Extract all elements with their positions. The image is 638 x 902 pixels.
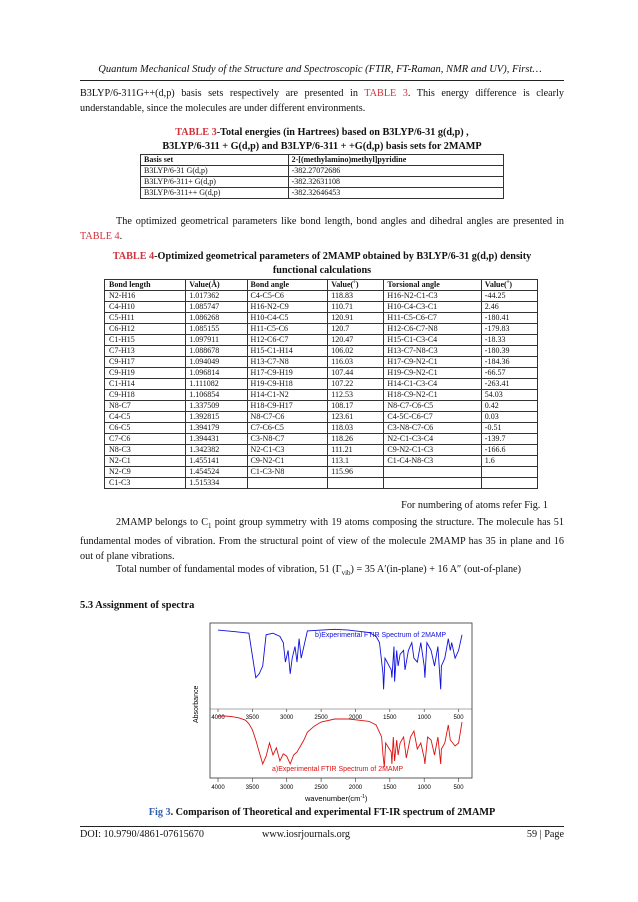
- table-cell: C3-N8-C7-C6: [384, 423, 481, 434]
- table-cell: 1.088678: [186, 346, 247, 357]
- table-cell: H12-C6-C7-N8: [384, 324, 481, 335]
- table-cell: H16-N2-C9: [247, 302, 328, 313]
- table-cell: C9-N2-C1-C3: [384, 445, 481, 456]
- table-cell: 1.342382: [186, 445, 247, 456]
- table-cell: H15-C1-C3-C4: [384, 335, 481, 346]
- table-row: [105, 445, 538, 456]
- table-row: [105, 390, 538, 401]
- table-row: [105, 478, 538, 489]
- table-cell: C6-C5: [105, 423, 186, 434]
- table-cell: [481, 478, 537, 489]
- table-cell: 115.96: [328, 467, 384, 478]
- x-tick-bottom-label: 1500: [383, 785, 397, 791]
- x-tick-middle-label: 2500: [314, 715, 328, 721]
- table-cell: C4-5C-C6-C7: [384, 412, 481, 423]
- table-cell: -180.41: [481, 313, 537, 324]
- x-tick-bottom-label: 1000: [417, 785, 431, 791]
- table-cell: -139.7: [481, 434, 537, 445]
- x-tick-middle-label: 2000: [348, 715, 363, 721]
- table-row: [105, 346, 538, 357]
- table-cell: 108.17: [328, 401, 384, 412]
- table-cell: 0.03: [481, 412, 537, 423]
- table-cell: -179.83: [481, 324, 537, 335]
- table4-caption: TABLE 4-Optimized geometrical parameters of 2MAMP obtained by B3LYP/6-31 g(d,p) density functional calculations: [112, 251, 532, 276]
- table-cell: C4-H10: [105, 302, 186, 313]
- table-row: [105, 412, 538, 423]
- table-cell: H11-C5-C6-C7: [384, 313, 481, 324]
- x-tick-bottom-label: 2500: [314, 785, 328, 791]
- t4-header-cell: Value(˚): [328, 280, 384, 291]
- table-cell: -382.32631108: [288, 177, 503, 188]
- table-cell: H19-C9-H18: [247, 379, 328, 390]
- t4-header-cell: Bond angle: [247, 280, 328, 291]
- table-cell: 1.392815: [186, 412, 247, 423]
- table-cell: 1.6: [481, 456, 537, 467]
- x-tick-bottom-label: 3500: [245, 785, 260, 791]
- table-cell: 116.03: [328, 357, 384, 368]
- table-row: [141, 177, 504, 188]
- x-tick-bottom-label: 3000: [280, 785, 294, 791]
- t4-header-cell: Value(Å): [186, 280, 247, 291]
- x-tick-middle-label: 500: [453, 715, 464, 721]
- footer-page: 59 | Page: [526, 829, 564, 840]
- section-heading: 5.3 Assignment of spectra: [80, 600, 195, 611]
- table-cell: H14-C1-N2: [247, 390, 328, 401]
- table-cell: N8-C7-C6: [247, 412, 328, 423]
- t3-header-cell: 2-[(methylamino)methyl]pyridine: [288, 155, 503, 166]
- running-header: Quantum Mechanical Study of the Structure and Spectroscopic (FTIR, FT-Raman, NMR and UV), First…: [98, 64, 542, 75]
- table-row: [141, 166, 504, 177]
- table-row: [105, 467, 538, 478]
- table-cell: 112.53: [328, 390, 384, 401]
- table-cell: 120.91: [328, 313, 384, 324]
- paragraph-geometry: The optimized geometrical parameters like bond length, bond angles and dihedral angles are presented in TABLE 4.: [80, 216, 564, 242]
- table-cell: H17-C9-H19: [247, 368, 328, 379]
- table-cell: H13-C7-N8-C3: [384, 346, 481, 357]
- x-tick-middle-label: 1500: [383, 715, 397, 721]
- table-cell: 1.337509: [186, 401, 247, 412]
- table-cell: 2.46: [481, 302, 537, 313]
- table-cell: C1-C3-N8: [247, 467, 328, 478]
- table-cell: 1.394179: [186, 423, 247, 434]
- table-cell: [247, 478, 328, 489]
- table-cell: -0.51: [481, 423, 537, 434]
- x-tick-middle-label: 3000: [280, 715, 294, 721]
- table-cell: C5-H11: [105, 313, 186, 324]
- table-cell: -263.41: [481, 379, 537, 390]
- table-cell: C1-H14: [105, 379, 186, 390]
- footer-rule: [80, 826, 564, 827]
- table-cell: 107.22: [328, 379, 384, 390]
- table-cell: 110.71: [328, 302, 384, 313]
- table-cell: 1.086268: [186, 313, 247, 324]
- table-cell: C4-C5-C6: [247, 291, 328, 302]
- table-cell: 1.394431: [186, 434, 247, 445]
- table-cell: H18-C9-N2-C1: [384, 390, 481, 401]
- table-row: [141, 188, 504, 199]
- table-cell: 54.03: [481, 390, 537, 401]
- table-cell: [481, 467, 537, 478]
- table-cell: -44.25: [481, 291, 537, 302]
- table-cell: -382.32646453: [288, 188, 503, 199]
- table3-link[interactable]: TABLE 3: [364, 88, 408, 99]
- table3: [140, 154, 504, 199]
- table-row: [105, 456, 538, 467]
- table-cell: 106.02: [328, 346, 384, 357]
- table-cell: 1.085155: [186, 324, 247, 335]
- paragraph-modes: Total number of fundamental modes of vibration, 51 $(\Gamma_{vib}) = 35$ A′(in-plane) + 16 A″ (out-of-plane): [116, 564, 521, 578]
- table-cell: 1.017362: [186, 291, 247, 302]
- table-cell: 1.096814: [186, 368, 247, 379]
- legend-red: a)Experimental FTIR Spectrum of 2MAMP: [272, 766, 404, 773]
- table-cell: 1.454524: [186, 467, 247, 478]
- table-row: [105, 423, 538, 434]
- table-cell: N2-H16: [105, 291, 186, 302]
- table-row: [105, 434, 538, 445]
- table-cell: 1.097911: [186, 335, 247, 346]
- table-cell: H15-C1-H14: [247, 346, 328, 357]
- table-cell: 1.094049: [186, 357, 247, 368]
- table4: [104, 279, 538, 489]
- table-cell: -66.57: [481, 368, 537, 379]
- table-row: [105, 401, 538, 412]
- table-row: [105, 302, 538, 313]
- table-cell: 0.42: [481, 401, 537, 412]
- table-cell: 118.83: [328, 291, 384, 302]
- table-cell: -382.27072686: [288, 166, 503, 177]
- table-row: [105, 357, 538, 368]
- table-cell: C9-H17: [105, 357, 186, 368]
- table4-link[interactable]: TABLE 4: [80, 231, 120, 242]
- header-rule: [80, 80, 564, 81]
- table-row: [105, 379, 538, 390]
- t3-header-row: [141, 155, 504, 166]
- x-axis-bottom: [211, 778, 464, 791]
- table-cell: N8-C3: [105, 445, 186, 456]
- table-cell: C7-C6-C5: [247, 423, 328, 434]
- table-row: [105, 368, 538, 379]
- table-cell: H18-C9-H17: [247, 401, 328, 412]
- table-cell: 111.21: [328, 445, 384, 456]
- t3-header-cell: Basis set: [141, 155, 289, 166]
- plot-frame: [210, 623, 472, 778]
- table-cell: C7-C6: [105, 434, 186, 445]
- x-tick-middle-label: 3500: [245, 715, 260, 721]
- paragraph-intro: B3LYP/6-311G++(d,p) basis sets respectively are presented in TABLE 3. This energy difference is clearly understandable, since the molecules are under different environments.: [80, 88, 564, 114]
- table-cell: 118.03: [328, 423, 384, 434]
- table-cell: -166.6: [481, 445, 537, 456]
- x-tick-bottom-label: 4000: [211, 785, 225, 791]
- table-cell: C1-C4-N8-C3: [384, 456, 481, 467]
- table-cell: 1.106854: [186, 390, 247, 401]
- table-cell: 113.1: [328, 456, 384, 467]
- table-row: [105, 313, 538, 324]
- table-cell: H12-C6-C7: [247, 335, 328, 346]
- table-cell: C1-C3: [105, 478, 186, 489]
- table-cell: C7-H13: [105, 346, 186, 357]
- table-cell: H14-C1-C3-C4: [384, 379, 481, 390]
- t4-header-cell: Value(˚): [481, 280, 537, 291]
- footer-site: www.iosrjournals.org: [262, 829, 351, 840]
- table-cell: N8-C7: [105, 401, 186, 412]
- table-row: [105, 335, 538, 346]
- table-cell: 1.111082: [186, 379, 247, 390]
- table-cell: B3LYP/6-311+ G(d,p): [141, 177, 289, 188]
- table-cell: C6-H12: [105, 324, 186, 335]
- table-cell: N2-C1: [105, 456, 186, 467]
- table-cell: H13-C7-N8: [247, 357, 328, 368]
- table-cell: 1.455141: [186, 456, 247, 467]
- table-cell: -18.33: [481, 335, 537, 346]
- table-cell: B3LYP/6-31 G(d,p): [141, 166, 289, 177]
- table-cell: B3LYP/6-311++ G(d,p): [141, 188, 289, 199]
- table-row: [105, 324, 538, 335]
- table-cell: C9-H18: [105, 390, 186, 401]
- table3-caption: TABLE 3-Total energies (in Hartrees) based on B3LYP/6-31 g(d,p) , B3LYP/6-311 + G(d,p) and B3LYP/6-311 + +G(d,p) basis sets for 2MAMP: [162, 127, 482, 152]
- table-cell: C4-C5: [105, 412, 186, 423]
- x-tick-middle-label: 1000: [417, 715, 431, 721]
- t4-header-cell: Bond length: [105, 280, 186, 291]
- table-cell: C3-N8-C7: [247, 434, 328, 445]
- footer-doi: DOI: 10.9790/4861-07615670: [80, 829, 204, 840]
- table-cell: N2-C9: [105, 467, 186, 478]
- t4-header-cell: Torsional angle: [384, 280, 481, 291]
- table-cell: -184.36: [481, 357, 537, 368]
- table-cell: N8-C7-C6-C5: [384, 401, 481, 412]
- table-cell: 1.085747: [186, 302, 247, 313]
- figure-caption: Fig 3. Comparison of Theoretical and experimental FT-IR spectrum of 2MAMP: [148, 807, 496, 818]
- table-cell: 120.47: [328, 335, 384, 346]
- table-cell: -180.39: [481, 346, 537, 357]
- table-cell: H16-N2-C1-C3: [384, 291, 481, 302]
- table-cell: 118.26: [328, 434, 384, 445]
- table-cell: [384, 467, 481, 478]
- table-cell: N2-C1-C3: [247, 445, 328, 456]
- x-tick-bottom-label: 2000: [348, 785, 363, 791]
- table-cell: 120.7: [328, 324, 384, 335]
- table-row: [105, 291, 538, 302]
- x-tick-middle-label: 4000: [211, 715, 225, 721]
- table-cell: 107.44: [328, 368, 384, 379]
- table-cell: [384, 478, 481, 489]
- table-cell: [328, 478, 384, 489]
- table-cell: H10-C4-C3-C1: [384, 302, 481, 313]
- table-cell: H19-C9-N2-C1: [384, 368, 481, 379]
- table-cell: C9-H19: [105, 368, 186, 379]
- table-cell: 123.61: [328, 412, 384, 423]
- table-cell: H10-C4-C5: [247, 313, 328, 324]
- table4-footnote: For numbering of atoms refer Fig. 1: [401, 500, 548, 511]
- table-cell: C9-N2-C1: [247, 456, 328, 467]
- t4-header-row: [105, 280, 538, 291]
- table-cell: H17-C9-N2-C1: [384, 357, 481, 368]
- paragraph-symmetry: 2MAMP belongs to $C_1$ point group symmetry with 19 atoms composing the structure. The molecule has 51 fundamental modes of vibration. From the structural point of view of the molecule 2MAMP has 35 in plane and 16 out of plane vibrations.: [80, 517, 564, 563]
- ftir-spectrum-figure: [160, 615, 480, 815]
- x-tick-bottom-label: 500: [453, 785, 464, 791]
- x-axis-label: $wavenumber(cm^{-1})$: [305, 794, 368, 803]
- table-cell: 1.515334: [186, 478, 247, 489]
- y-axis-label: Absorbance: [193, 685, 200, 723]
- table-cell: C1-H15: [105, 335, 186, 346]
- table-cell: N2-C1-C3-C4: [384, 434, 481, 445]
- legend-blue: b)Experimental FTIR Spectrum of 2MAMP: [315, 632, 447, 639]
- table-cell: H11-C5-C6: [247, 324, 328, 335]
